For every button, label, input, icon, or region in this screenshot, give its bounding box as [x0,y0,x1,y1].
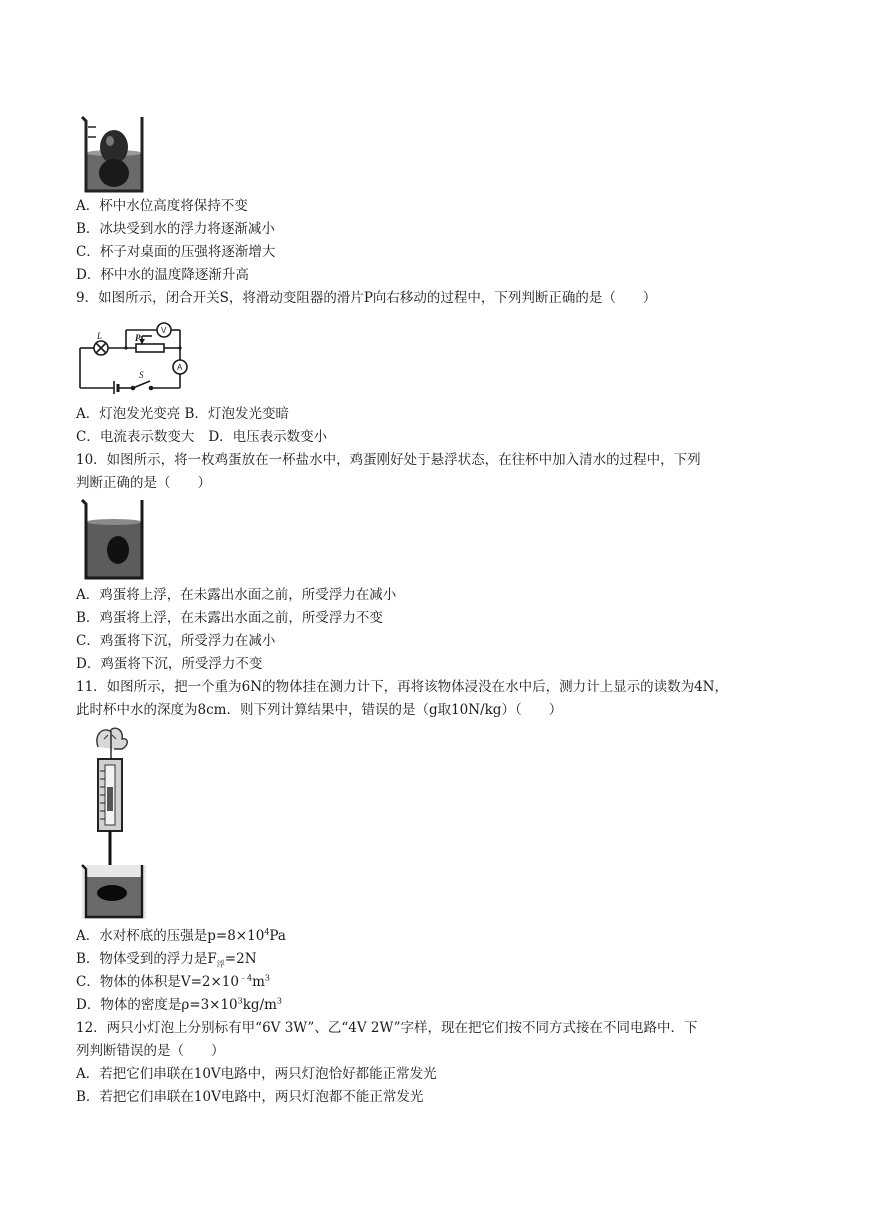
q12-option-a: A．若把它们串联在10V电路中，两只灯泡恰好都能正常发光 [76,1066,437,1082]
q11-stem-line1: 11．如图所示，把一个重为6N的物体挂在测力计下，再将该物体浸没在水中后，测力计上显示的读数为4N， [76,679,728,695]
q11-option-a-exponent: 4 [264,927,270,937]
q10-stem-line1: 10．如图所示，将一枚鸡蛋放在一杯盐水中，鸡蛋刚好处于悬浮状态，在往杯中加入清水的过程中，下列 [76,452,701,468]
q9-options-ab [76,404,289,424]
q11-option-a-unit: Pa [269,928,286,944]
q10-option-b: B．鸡蛋将上浮，在未露出水面之前，所受浮力不变 [76,610,383,626]
q12-option-b: B．若把它们串联在10V电路中，两只灯泡都不能正常发光 [76,1089,424,1105]
q11-option-d-unit: kg/m [242,997,277,1013]
q8-option-b: B．冰块受到水的浮力将逐渐减小 [76,221,275,237]
q9-ammeter-label: A [177,363,183,372]
q11-stem-line2: 此时杯中水的深度为8cm．则下列计算结果中，错误的是（g取10N/kg）（ ） [76,702,563,718]
q10-option-d: D．鸡蛋将下沉，所受浮力不变 [76,656,263,672]
q9-switch-label: S [139,370,144,380]
q11-option-c-unit-exponent: 3 [264,973,270,983]
q9-option-c: C．电流表示数变大 [76,429,195,445]
q10-stem-line2: 判断正确的是（ ） [76,475,211,491]
q8-option-c: C．杯子对桌面的压强将逐渐增大 [76,244,276,260]
q12-stem-line2: 列判断错误的是（ ） [76,1043,225,1059]
q11-option-a [76,926,286,946]
q11-spring-scale-figure [78,725,150,921]
q11-option-d-text: D．物体的密度是ρ=3×10 [76,997,238,1013]
q10-option-c: C．鸡蛋将下沉，所受浮力在减小 [76,633,276,649]
q9-slider-label: P [135,333,141,343]
q9-circuit-figure [76,318,191,394]
q11-option-b-value: =2N [224,951,257,967]
q11-option-d [76,995,282,1015]
q11-option-c-text: C．物体的体积是V=2×10 [76,974,239,990]
q9-lamp-label: L [97,331,103,341]
q11-option-d-exponent: 3 [237,996,243,1006]
q11-option-b-subscript: 浮 [216,959,225,969]
q9-option-b: B．灯泡发光变暗 [184,406,289,422]
q8-option-d: D．杯中水的温度降逐渐升高 [76,267,249,283]
q9-stem: 9．如图所示，闭合开关S，将滑动变阻器的滑片P向右移动的过程中，下列判断正确的是（ ） [76,290,657,306]
q11-option-d-unit-exponent: 3 [276,996,283,1006]
q10-beaker-egg-figure [78,496,150,582]
q8-beaker-ice-figure [78,113,150,195]
q11-option-b-text: B．物体受到的浮力是F [76,951,217,967]
q11-option-c-exponent: ﹣4 [238,973,253,983]
q11-option-b [76,949,257,969]
q11-option-a-text: A．水对杯底的压强是p=8×10 [76,928,265,944]
q8-option-a: A．杯中水位高度将保持不变 [76,198,248,214]
q12-stem-line1: 12．两只小灯泡上分别标有甲“6V 3W”、乙“4V 2W”字样，现在把它们按不同方式接在不同电路中．下 [76,1020,698,1036]
q9-voltmeter-label: V [161,326,167,335]
q9-option-a: A．灯泡发光变亮 [76,406,181,422]
q11-option-c [76,972,270,992]
q9-option-d: D．电压表示数变小 [208,429,328,445]
q11-option-c-unit: m [252,974,265,990]
q10-option-a: A．鸡蛋将上浮，在未露出水面之前，所受浮力在减小 [76,587,397,603]
q9-options-cd [76,427,327,447]
